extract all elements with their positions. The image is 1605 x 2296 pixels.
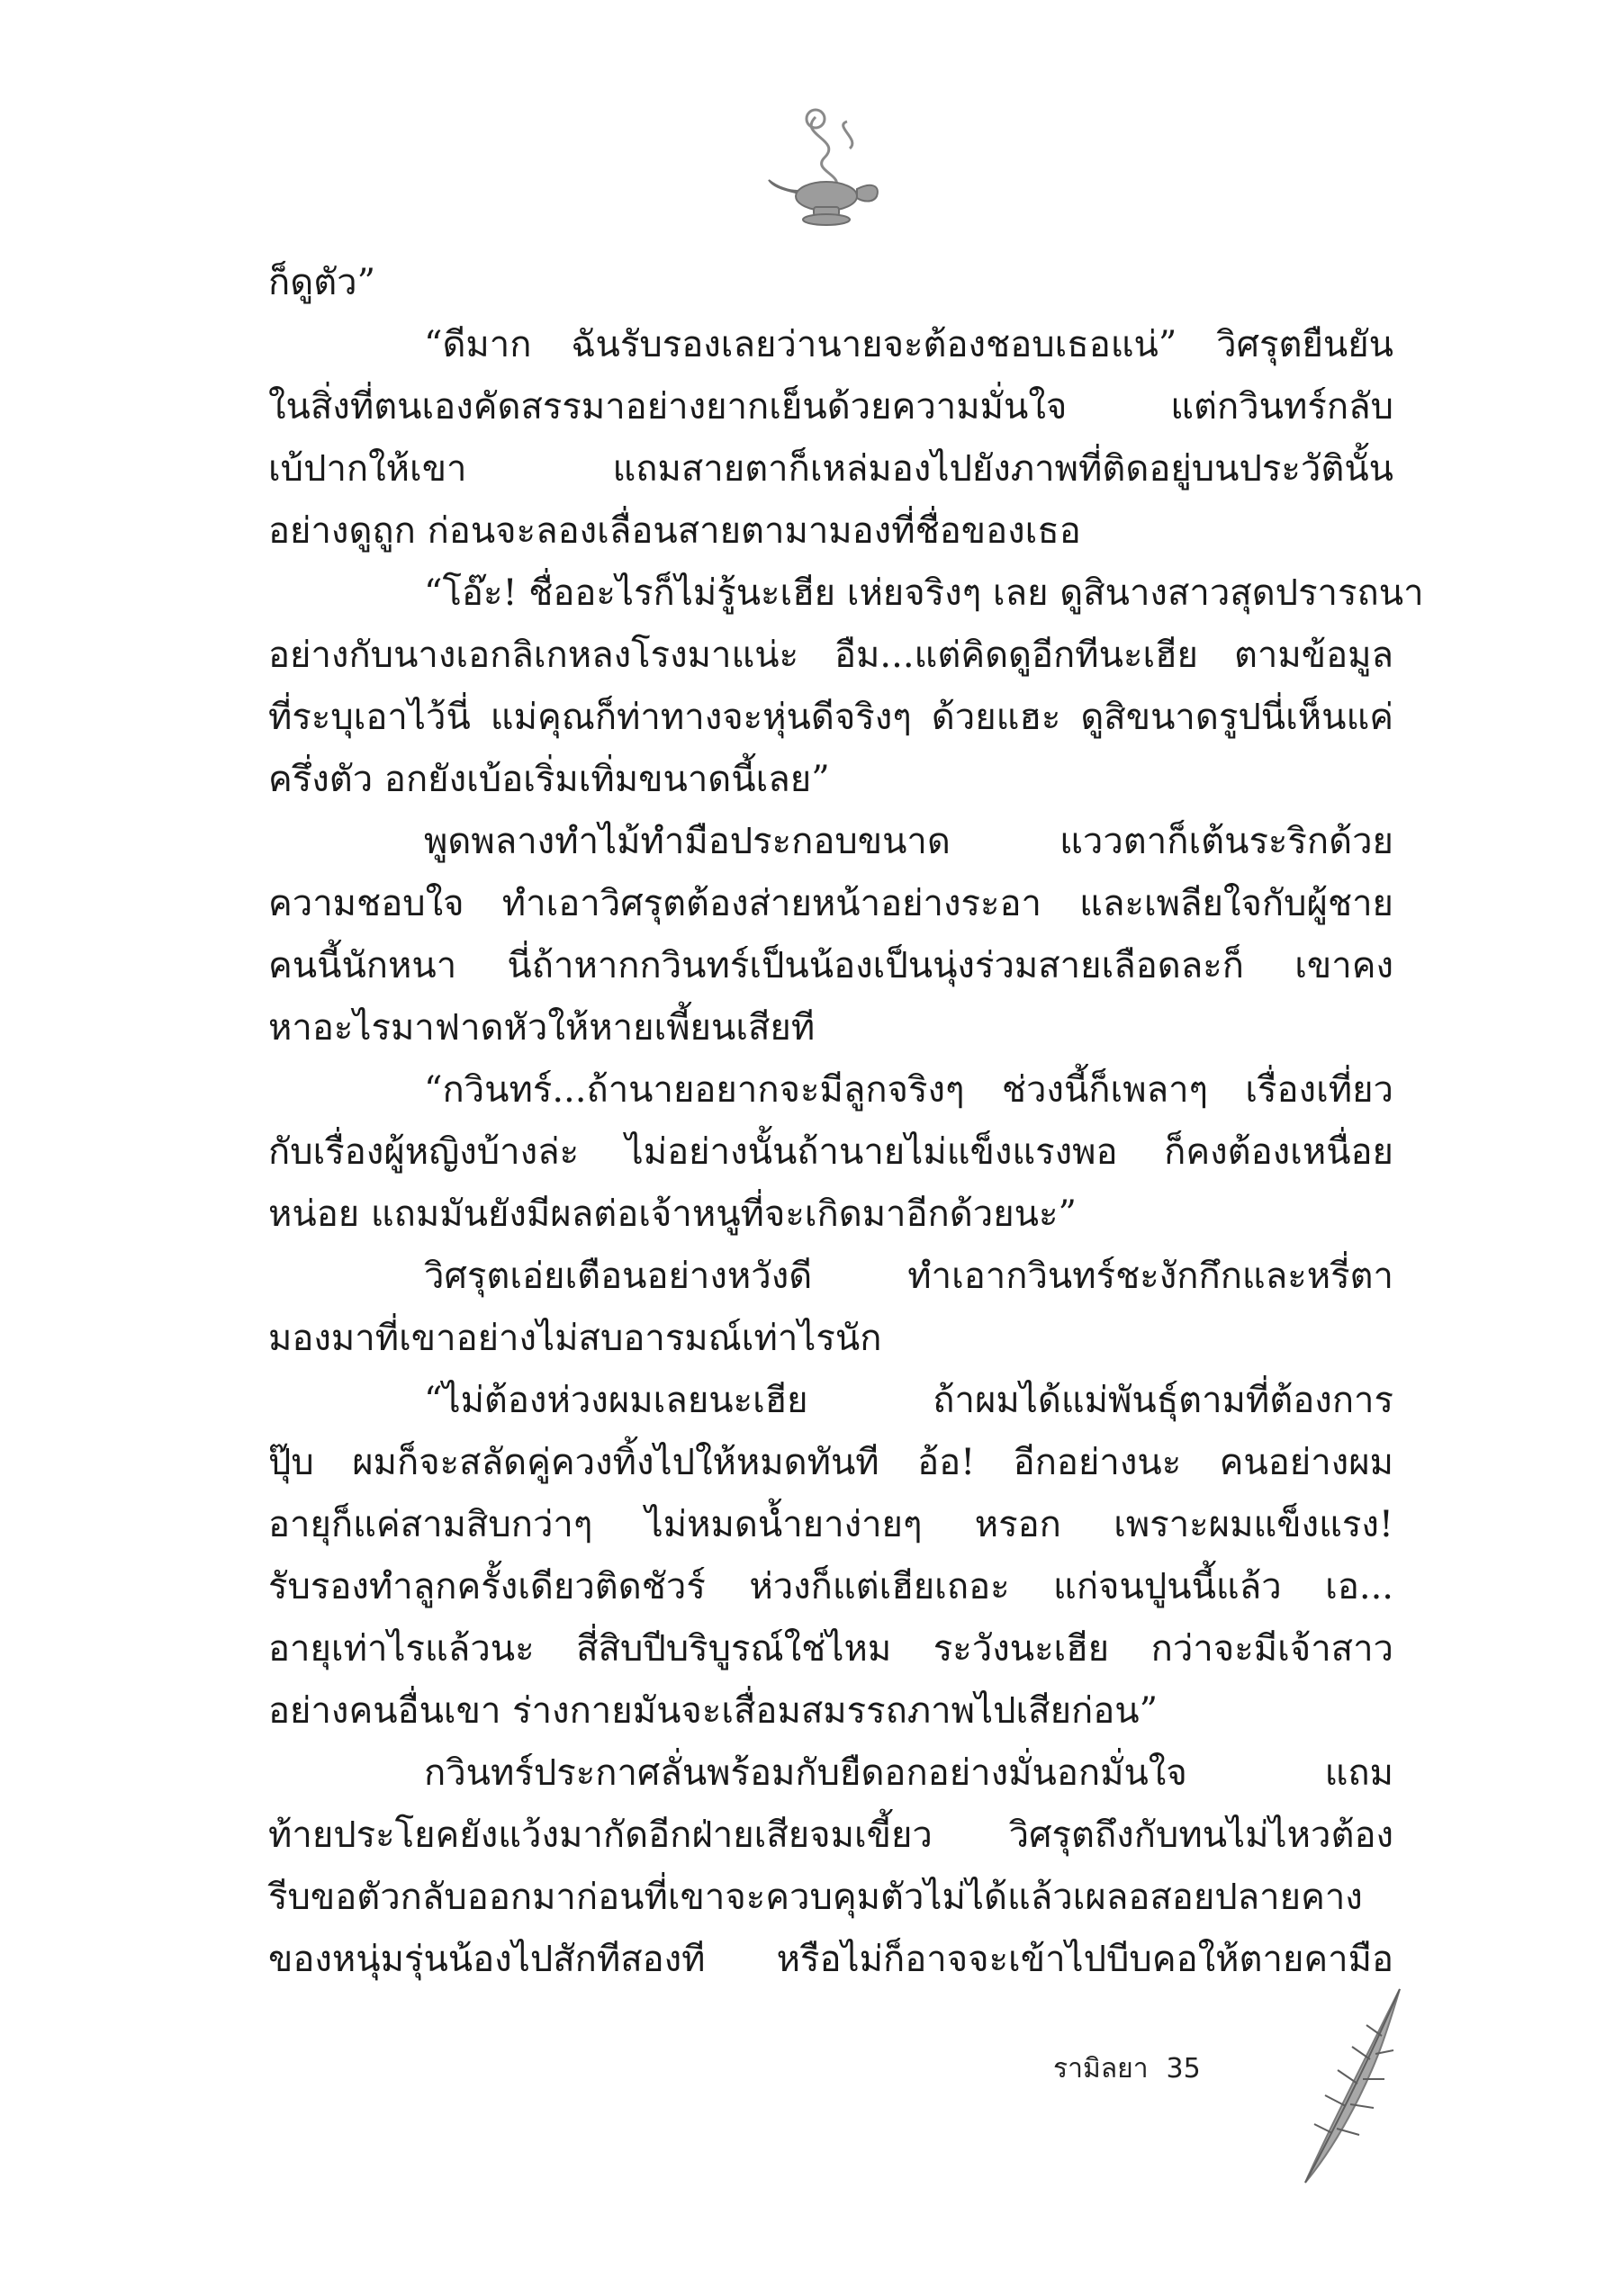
text-line: “ไม่ต้องห่วงผมเลยนะเฮีย ถ้าผมได้แม่พันธุ์ตามที่ต้องการ	[424, 1380, 1393, 1421]
text-line: อายุเท่าไรแล้วนะ สี่สิบปีบริบูรณ์ใช่ไหม ระวังนะเฮีย กว่าจะมีเจ้าสาว	[268, 1628, 1393, 1670]
text-line: รีบขอตัวกลับออกมาก่อนที่เขาจะควบคุมตัวไม่ได้แล้วเผลอสอยปลายคาง	[268, 1877, 1363, 1918]
text-line: อย่างดูถูก ก่อนจะลองเลื่อนสายตามามองที่ชื่อของเธอ	[268, 510, 1081, 552]
text-line: “ดีมาก ฉันรับรองเลยว่านายจะต้องชอบเธอแน่” วิศรุตยืนยัน	[424, 324, 1393, 365]
text-line: ปุ๊บ ผมก็จะสลัดคู่ควงทิ้งไปให้หมดทันที อ้อ! อีกอย่างนะ คนอย่างผม	[268, 1442, 1393, 1483]
text-line: พูดพลางทำไม้ทำมือประกอบขนาด แววตาก็เต้นระริกด้วย	[424, 821, 1393, 862]
text-line: ที่ระบุเอาไว้นี่ แม่คุณก็ท่าทางจะหุ่นดีจริงๆ ด้วยแฮะ ดูสิขนาดรูปนี่เห็นแค่	[268, 697, 1393, 738]
text-line: กับเรื่องผู้หญิงบ้างล่ะ ไม่อย่างนั้นถ้านายไม่แข็งแรงพอ ก็คงต้องเหนื่อย	[268, 1131, 1393, 1173]
text-line: ก็ดูตัว”	[268, 262, 376, 303]
text-line: อย่างกับนางเอกลิเกหลงโรงมาแน่ะ อืม...แต่คิดดูอีกทีนะเฮีย ตามข้อมูล	[268, 635, 1393, 676]
text-line: รับรองทำลูกครั้งเดียวติดชัวร์ ห่วงก็แต่เฮียเถอะ แก่จนปูนนี้แล้ว เอ...	[268, 1566, 1393, 1607]
text-line: คนนี้นักหนา นี่ถ้าหากกวินทร์เป็นน้องเป็นนุ่งร่วมสายเลือดละก็ เขาคง	[268, 945, 1393, 986]
text-line: วิศรุตเอ่ยเตือนอย่างหวังดี ทำเอากวินทร์ชะงักกึกและหรี่ตา	[424, 1256, 1393, 1297]
text-line: “โอ๊ะ! ชื่ออะไรก็ไม่รู้นะเฮีย เห่ยจริงๆ เลย ดูสินางสาวสุดปรารถนา	[424, 572, 1424, 614]
page-footer	[1053, 2048, 1201, 2090]
text-line: “กวินทร์...ถ้านายอยากจะมีลูกจริงๆ ช่วงนี้ก็เพลาๆ เรื่องเที่ยว	[424, 1069, 1393, 1111]
text-line: ท้ายประโยคยังแว้งมากัดอีกฝ่ายเสียจมเขี้ยว วิศรุตถึงกับทนไม่ไหวต้อง	[268, 1814, 1393, 1856]
story-body	[268, 252, 1424, 1991]
text-line: เบ้ปากให้เขา แถมสายตาก็เหล่มองไปยังภาพที่ติดอยู่บนประวัตินั้น	[268, 448, 1393, 490]
feather-icon	[1296, 1980, 1413, 2187]
text-line: อายุก็แค่สามสิบกว่าๆ ไม่หมดน้ำยาง่ายๆ หรอก เพราะผมแข็งแรง!	[268, 1504, 1393, 1545]
text-line: ในสิ่งที่ตนเองคัดสรรมาอย่างยากเย็นด้วยความมั่นใจ แต่กวินทร์กลับ	[268, 386, 1393, 428]
text-line: ความชอบใจ ทำเอาวิศรุตต้องส่ายหน้าอย่างระอา และเพลียใจกับผู้ชาย	[268, 883, 1393, 924]
text-line: ของหนุ่มรุ่นน้องไปสักทีสองที หรือไม่ก็อาจจะเข้าไปบีบคอให้ตายคามือ	[268, 1939, 1393, 1980]
text-line: หน่อย แถมมันยังมีผลต่อเจ้าหนูที่จะเกิดมาอีกด้วยนะ”	[268, 1193, 1077, 1235]
genie-lamp-icon	[762, 99, 897, 234]
text-line: ครึ่งตัว อกยังเบ้อเริ่มเทิ่มขนาดนี้เลย”	[268, 759, 830, 800]
page-number: 35	[1166, 2053, 1201, 2084]
text-line: หาอะไรมาฟาดหัวให้หายเพี้ยนเสียที	[268, 1007, 816, 1049]
text-line: กวินทร์ประกาศลั่นพร้อมกับยืดอกอย่างมั่นอกมั่นใจ แถม	[424, 1752, 1393, 1794]
text-line: อย่างคนอื่นเขา ร่างกายมันจะเสื่อมสมรรถภาพไปเสียก่อน”	[268, 1690, 1159, 1732]
text-line: มองมาที่เขาอย่างไม่สบอารมณ์เท่าไรนัก	[268, 1318, 882, 1359]
book-title: รามิลยา	[1053, 2053, 1149, 2084]
